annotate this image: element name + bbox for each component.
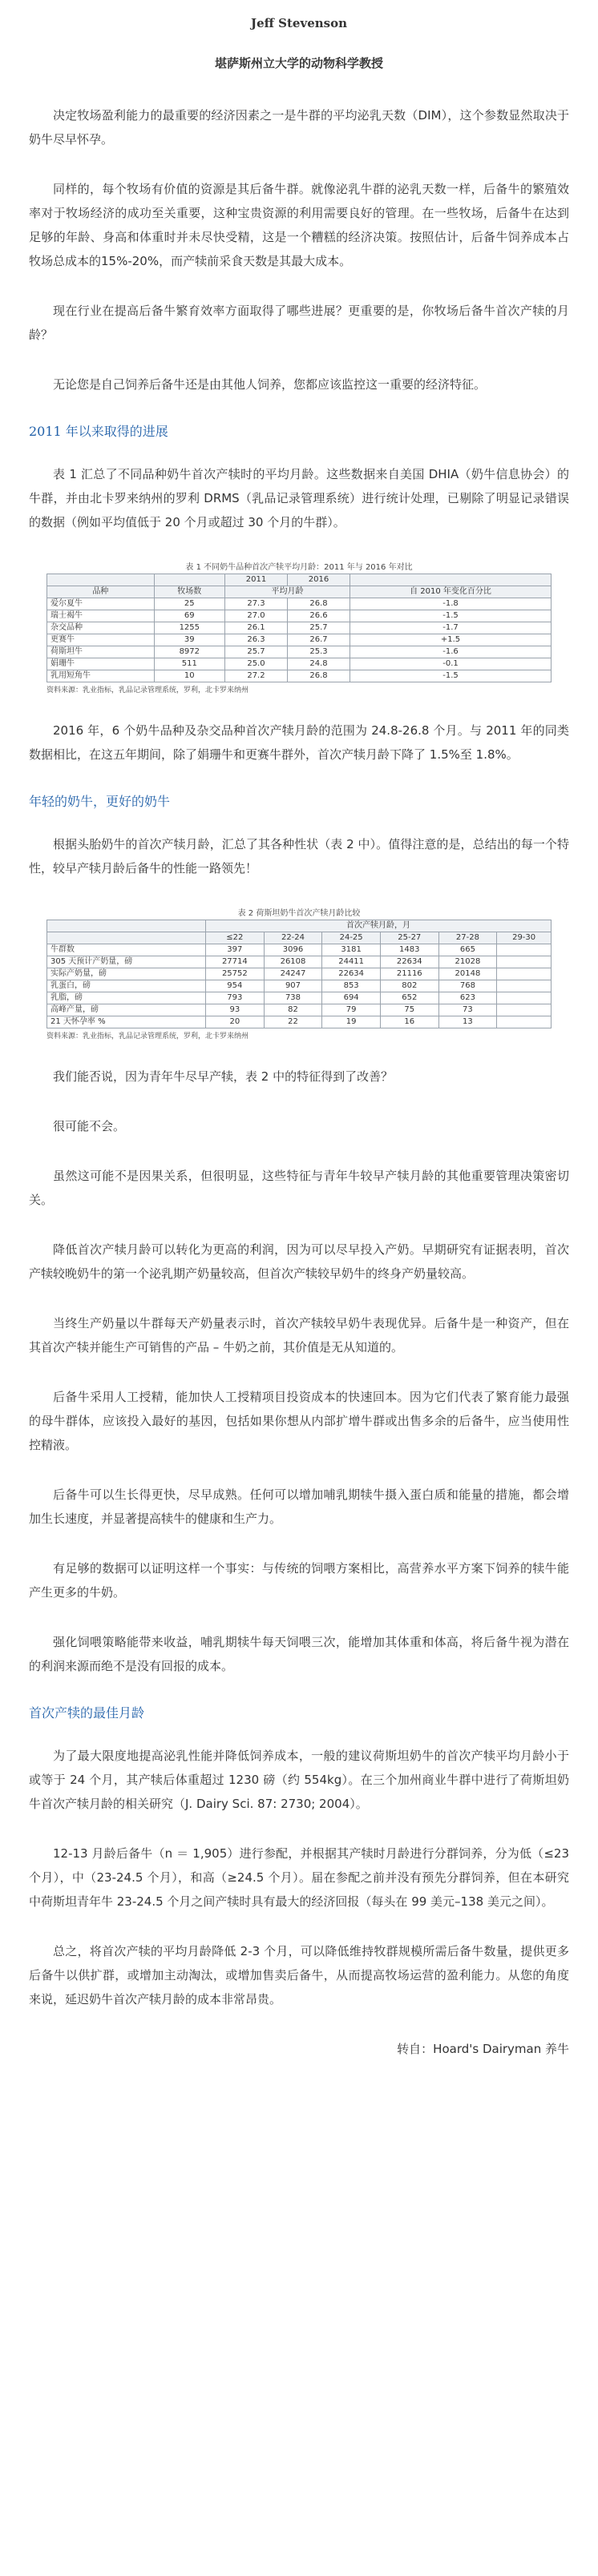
table1-header-breed: 品种 <box>47 586 155 598</box>
table1-cell-change: +1.5 <box>350 634 552 646</box>
table2-cell: 19 <box>322 1016 381 1028</box>
table2-cell: 16 <box>380 1016 438 1028</box>
table1-header-empty <box>154 574 224 586</box>
table2-cell: 3096 <box>264 944 322 956</box>
table2-header-col: 22-24 <box>264 932 322 944</box>
table-row <box>47 992 552 1004</box>
table1-cell-a2011: 27.3 <box>224 598 287 610</box>
table1-cell-a2016: 25.3 <box>287 646 350 658</box>
table1-cell-breed: 荷斯坦牛 <box>47 646 155 658</box>
table2-cell: 907 <box>264 980 322 992</box>
table1-cell-a2011: 25.7 <box>224 646 287 658</box>
table1-cell-herds: 25 <box>154 598 224 610</box>
table2-header-col: 25-27 <box>380 932 438 944</box>
section-heading-younger-cows: 年轻的奶牛，更好的奶牛 <box>29 794 171 809</box>
table2-cell <box>497 944 552 956</box>
table1-cell-a2016: 26.8 <box>287 670 350 682</box>
paragraph-2016-range: 2016 年，6 个奶牛品种及杂交品种首次产犊月龄的范围为 24.8-26.8 个月。与 2011 年的同类数据相比，在这五年期间，除了娟珊牛和更赛牛群外，首次产犊月龄下降了 1.5%至 1.8%。 <box>29 723 569 762</box>
table1-cell-a2016: 26.8 <box>287 598 350 610</box>
table2-cell: 75 <box>380 1004 438 1016</box>
table1-cell-a2011: 27.0 <box>224 610 287 622</box>
table-row <box>47 622 552 634</box>
table2-header-col: 29-30 <box>497 932 552 944</box>
table1-cell-change: -1.7 <box>350 622 552 634</box>
table2-cell: 665 <box>438 944 497 956</box>
paragraph-conclusion: 总之，将首次产犊的平均月龄降低 2-3 个月，可以降低维持牧群规模所需后备牛数量，提供更多后备牛以供扩群，或增加主动淘汰，或增加售卖后备牛，从而提高牧场运营的盈利能力。从您的角度来说，延迟奶牛首次产犊月龄的成本非常昂贵。 <box>29 1944 569 2006</box>
table1-cell-herds: 8972 <box>154 646 224 658</box>
table1-body <box>47 598 552 682</box>
table1-cell-herds: 511 <box>154 658 224 670</box>
table2-cell <box>497 1004 552 1016</box>
table2-cell: 93 <box>206 1004 265 1016</box>
table1-caption: 表 1 不同奶牛品种首次产犊平均月龄：2011 年与 2016 年对比 <box>185 563 413 572</box>
table1-cell-breed: 瑞士褐牛 <box>47 610 155 622</box>
author-affiliation: 堪萨斯州立大学的动物科学教授 <box>214 56 383 70</box>
table1-header-year-2016: 2016 <box>287 574 350 586</box>
table1-cell-a2016: 25.7 <box>287 622 350 634</box>
table1-cell-herds: 10 <box>154 670 224 682</box>
table2-cell: 22634 <box>322 968 381 980</box>
table2-cell: 802 <box>380 980 438 992</box>
table2-cell <box>497 1016 552 1028</box>
table1-cell-a2016: 26.6 <box>287 610 350 622</box>
table-row <box>47 956 552 968</box>
paragraph-not-causal: 虽然这可能不是因果关系，但很明显，这些特征与青年牛较早产犊月龄的其他重要管理决策密切关。 <box>29 1169 569 1207</box>
paragraph-feeding-strategy: 强化饲喂策略能带来收益，哺乳期犊牛每天饲喂三次，能增加其体重和体高，将后备牛视为潜在的利润来源而绝不是没有回报的成本。 <box>29 1635 569 1673</box>
table1-header-avg-age: 平均月龄 <box>224 586 350 598</box>
table1 <box>46 574 552 682</box>
table-row <box>47 968 552 980</box>
table2-row-label: 乳脂，磅 <box>47 992 206 1004</box>
table2-cell: 79 <box>322 1004 381 1016</box>
table2-cell: 3181 <box>322 944 381 956</box>
table2-header-empty <box>47 932 206 944</box>
table2-cell: 853 <box>322 980 381 992</box>
table1-cell-breed: 娟珊牛 <box>47 658 155 670</box>
table2-caption: 表 2 荷斯坦奶牛首次产犊月龄比较 <box>237 909 361 918</box>
table2-cell: 13 <box>438 1016 497 1028</box>
author-name: Jeff Stevenson <box>251 16 347 30</box>
table2-cell: 20148 <box>438 968 497 980</box>
table2-cell <box>497 992 552 1004</box>
table1-cell-breed: 杂交品种 <box>47 622 155 634</box>
table-row <box>47 646 552 658</box>
table2-cell: 623 <box>438 992 497 1004</box>
table2-source: 资料来源：乳业指标，乳品记录管理系统，罗利，北卡罗来纳州 <box>46 1032 249 1040</box>
table1-cell-herds: 69 <box>154 610 224 622</box>
table2-row-label: 高峰产量，磅 <box>47 1004 206 1016</box>
paragraph-question: 现在行业在提高后备牛繁育效率方面取得了哪些进展？更重要的是，你牧场后备牛首次产犊的月龄？ <box>29 304 569 342</box>
table2-cell: 694 <box>322 992 381 1004</box>
table1-cell-a2011: 26.1 <box>224 622 287 634</box>
table2-container <box>46 906 552 1040</box>
table2-header-group: 首次产犊月龄，月 <box>206 920 552 932</box>
table1-cell-a2011: 25.0 <box>224 658 287 670</box>
table1-header-empty <box>350 574 552 586</box>
paragraph-growth: 后备牛可以生长得更快，尽早成熟。任何可以增加哺乳期犊牛摄入蛋白质和能量的措施，都会增加生长速度，并显著提高犊牛的健康和生产力。 <box>29 1487 569 1526</box>
table1-cell-change: -1.5 <box>350 670 552 682</box>
table2-cell: 21028 <box>438 956 497 968</box>
table2-body <box>47 944 552 1028</box>
table-row <box>47 980 552 992</box>
table2-header-row-2 <box>47 932 552 944</box>
table2-cell: 24411 <box>322 956 381 968</box>
table2-cell <box>497 968 552 980</box>
table2-row-label: 21 天怀孕率 % <box>47 1016 206 1028</box>
paragraph-unlikely: 很可能不会。 <box>53 1119 126 1133</box>
paragraph-causation-question: 我们能否说，因为青年牛尽早产犊，表 2 中的特征得到了改善？ <box>53 1069 394 1084</box>
paragraph-nutrition: 有足够的数据可以证明这样一个事实：与传统的饲喂方案相比，高营养水平方案下饲养的犊牛能产生更多的牛奶。 <box>29 1561 569 1600</box>
table-row <box>47 670 552 682</box>
paragraph-heifer-value: 同样的，每个牧场有价值的资源是其后备牛群。就像泌乳牛群的泌乳天数一样，后备牛的繁殖效率对于牧场经济的成功至关重要，这种宝贵资源的利用需要良好的管理。在一些牧场，后备牛在达到足够的年龄、身高和体重时并未尽快受精，这是一个糟糕的经济决策。按照估计，后备牛饲养成本占牧场总成本的15%-20%，而产犊前采食天数是其最大成本。 <box>29 182 569 268</box>
table2-cell: 793 <box>206 992 265 1004</box>
table1-header-row-1 <box>47 574 552 586</box>
table1-cell-change: -0.1 <box>350 658 552 670</box>
table1-cell-change: -1.8 <box>350 598 552 610</box>
table2-cell: 22634 <box>380 956 438 968</box>
table2-header-row-1 <box>47 920 552 932</box>
table2-cell: 397 <box>206 944 265 956</box>
table1-cell-a2016: 26.7 <box>287 634 350 646</box>
table2 <box>46 920 552 1028</box>
table2-header-col: ≤22 <box>206 932 265 944</box>
paragraph-table1-intro: 表 1 汇总了不同品种奶牛首次产犊时的平均月龄。这些数据来自美国 DHIA（奶牛信息协会）的牛群，并由北卡罗来纳州的罗利 DRMS（乳品记录管理系统）进行统计处理，已剔除了明显记录错误的数据（例如平均值低于 20 个月或超过 30 个月的牛群）。 <box>29 467 569 529</box>
section-heading-optimal-age: 首次产犊的最佳月龄 <box>29 1705 145 1721</box>
table1-cell-a2016: 24.8 <box>287 658 350 670</box>
table1-container <box>46 560 552 694</box>
table2-cell: 768 <box>438 980 497 992</box>
table1-cell-change: -1.5 <box>350 610 552 622</box>
table2-header-col: 27-28 <box>438 932 497 944</box>
table1-cell-breed: 乳用短角牛 <box>47 670 155 682</box>
table2-cell: 954 <box>206 980 265 992</box>
table1-cell-breed: 爱尔夏牛 <box>47 598 155 610</box>
table2-cell: 20 <box>206 1016 265 1028</box>
table2-row-label: 实际产奶量，磅 <box>47 968 206 980</box>
table1-cell-breed: 更赛牛 <box>47 634 155 646</box>
table1-cell-a2011: 26.3 <box>224 634 287 646</box>
table2-cell: 1483 <box>380 944 438 956</box>
table-row <box>47 944 552 956</box>
table1-cell-change: -1.6 <box>350 646 552 658</box>
paragraph-monitor: 无论您是自己饲养后备牛还是由其他人饲养，您都应该监控这一重要的经济特征。 <box>53 377 487 392</box>
table2-cell: 24247 <box>264 968 322 980</box>
table1-source: 资料来源：乳业指标，乳品记录管理系统，罗利，北卡罗来纳州 <box>46 686 249 694</box>
table2-cell: 27714 <box>206 956 265 968</box>
table-row <box>47 598 552 610</box>
table2-header-col: 24-25 <box>322 932 381 944</box>
table2-cell: 22 <box>264 1016 322 1028</box>
table1-cell-herds: 1255 <box>154 622 224 634</box>
section-heading-progress: 2011 年以来取得的进展 <box>29 424 168 439</box>
table1-header-change: 自 2010 年变化百分比 <box>350 586 552 598</box>
table1-header-row-2 <box>47 586 552 598</box>
table2-row-label: 305 天预计产奶量，磅 <box>47 956 206 968</box>
table-row <box>47 658 552 670</box>
table1-header-year-2011: 2011 <box>224 574 287 586</box>
table-row <box>47 1004 552 1016</box>
table-row <box>47 634 552 646</box>
table-row <box>47 1016 552 1028</box>
paragraph-lifetime-milk: 当终生产奶量以牛群每天产奶量表示时，首次产犊较早奶牛表现优异。后备牛是一种资产，但在其首次产犊并能生产可销售的产品 – 牛奶之前，其价值是无从知道的。 <box>29 1316 569 1354</box>
table2-cell <box>497 980 552 992</box>
paragraph-recommendation: 为了最大限度地提高泌乳性能并降低饲养成本，一般的建议荷斯坦奶牛的首次产犊平均月龄小于或等于 24 个月，其产犊后体重超过 1230 磅（约 554kg）。在三个加州商业牛群中进行了荷斯坦奶牛首次产犊月龄的相关研究（J. Dairy Sci. 87: 2730; 2004）。 <box>29 1749 569 1811</box>
table1-cell-a2011: 27.2 <box>224 670 287 682</box>
reprint-source: 转自：Hoard's Dairyman 养牛 <box>397 2042 569 2056</box>
table2-row-label: 乳蛋白，磅 <box>47 980 206 992</box>
table2-cell <box>497 956 552 968</box>
paragraph-table2-intro: 根据头胎奶牛的首次产犊月龄，汇总了其各种性状（表 2 中）。值得注意的是，总结出的每一个特性，较早产犊月龄后备牛的性能一路领先！ <box>29 837 569 875</box>
table1-cell-herds: 39 <box>154 634 224 646</box>
table2-cell: 738 <box>264 992 322 1004</box>
paragraph-intro: 决定牧场盈利能力的最重要的经济因素之一是牛群的平均泌乳天数（DIM），这个参数显然取决于奶牛尽早怀孕。 <box>29 108 569 147</box>
table2-row-label: 牛群数 <box>47 944 206 956</box>
table-row <box>47 610 552 622</box>
table2-cell: 26108 <box>264 956 322 968</box>
table2-cell: 21116 <box>380 968 438 980</box>
table2-cell: 73 <box>438 1004 497 1016</box>
table2-cell: 652 <box>380 992 438 1004</box>
table1-header-herds: 牧场数 <box>154 586 224 598</box>
paragraph-study: 12-13 月龄后备牛（n ＝ 1,905）进行参配，并根据其产犊时月龄进行分群饲养，分为低（≤23 个月），中（23-24.5 个月），和高（≥24.5 个月）。届在参配之前并没有预先分群饲养，但在本研究中荷斯坦青年牛 23-24.5 个月之间产犊时具有最大的经济回报（每头在 99 美元–138 美元之间）。 <box>29 1846 569 1909</box>
paragraph-profit: 降低首次产犊月龄可以转化为更高的利润，因为可以尽早投入产奶。早期研究有证据表明，首次产犊较晚奶牛的第一个泌乳期产奶量较高，但首次产犊较早奶牛的终身产奶量较高。 <box>29 1242 569 1281</box>
table2-header-empty <box>47 920 206 932</box>
table2-cell: 25752 <box>206 968 265 980</box>
table1-header-empty <box>47 574 155 586</box>
paragraph-ai: 后备牛采用人工授精，能加快人工授精项目投资成本的快速回本。因为它们代表了繁育能力最强的母牛群体，应该投入最好的基因，包括如果你想从内部扩增牛群或出售多余的后备牛，应当使用性控精液。 <box>29 1390 569 1452</box>
table2-cell: 82 <box>264 1004 322 1016</box>
